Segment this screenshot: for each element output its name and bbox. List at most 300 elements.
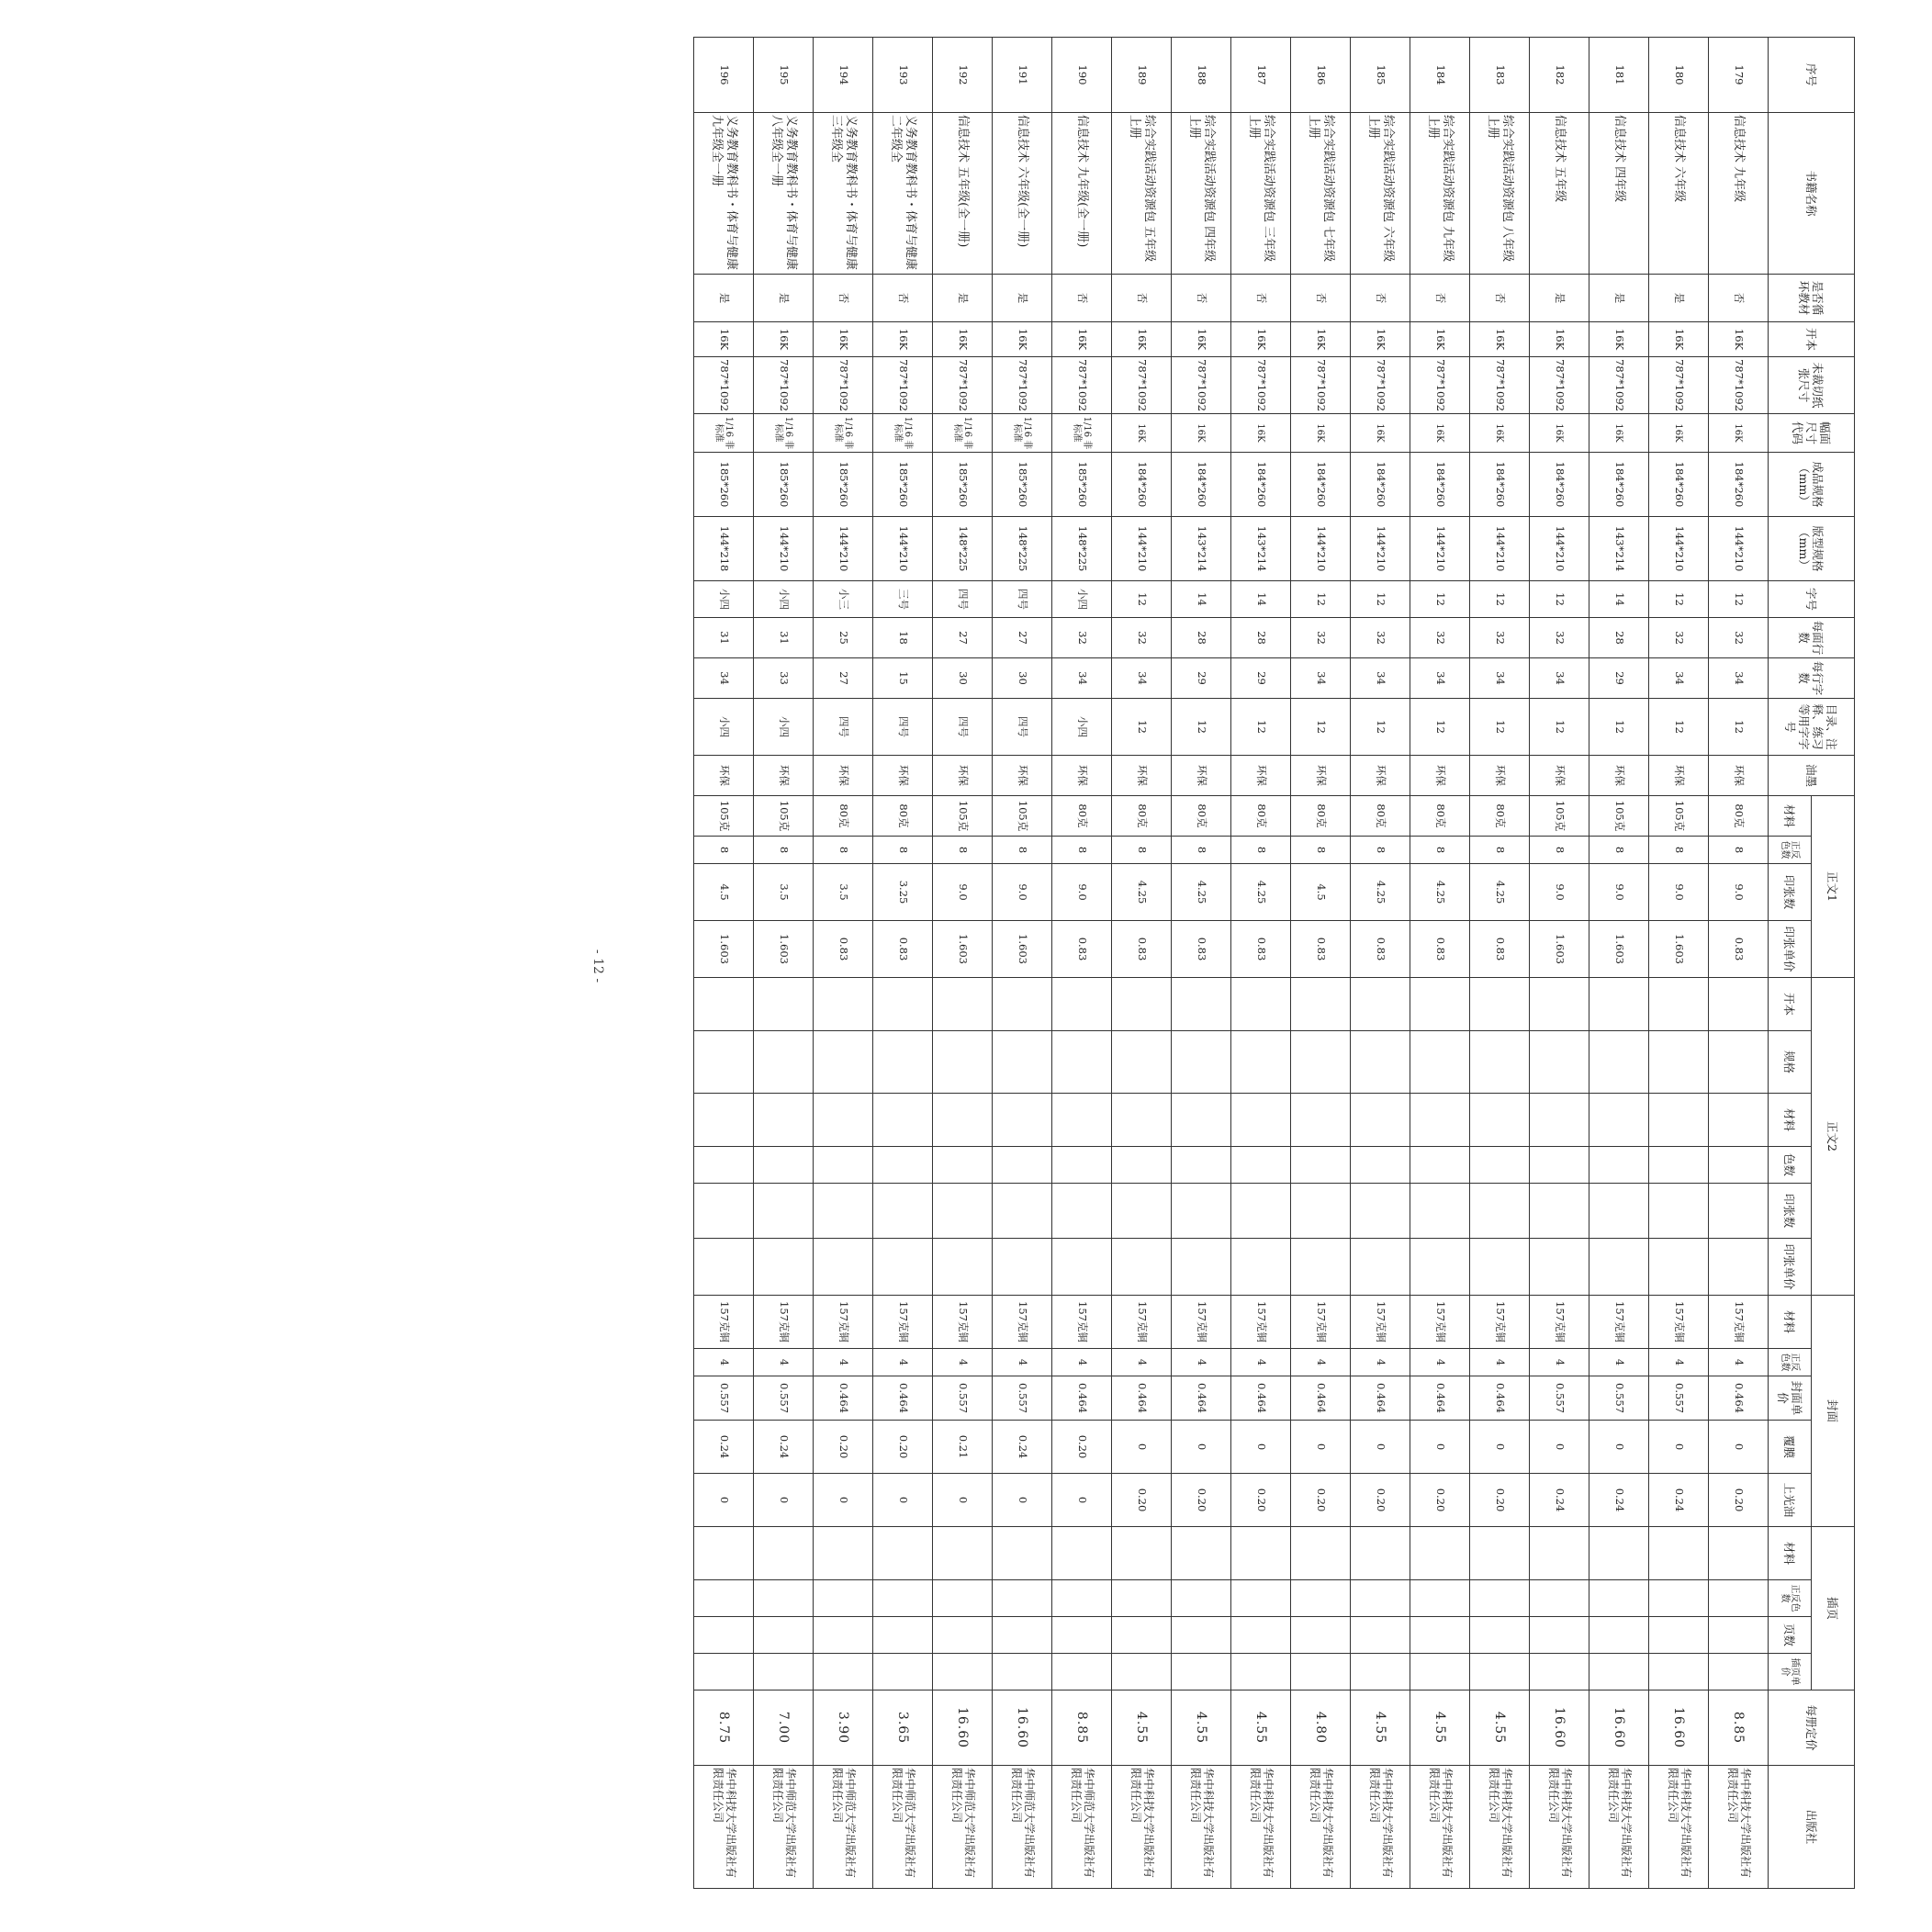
cell-cycle: 否 [1351,275,1410,322]
page-number: - 12 - [590,949,605,983]
cell-code: 1/16 非标准 [814,414,873,453]
col-size-code: 幅面尺寸代码 [1769,414,1855,453]
col-body2-format: 开本 [1769,978,1812,1031]
cell-empty [1112,1527,1172,1580]
cell-chars: 34 [694,658,754,699]
cell-c-mat: 157克铜 [1530,1296,1589,1349]
col-seq: 序号 [1769,38,1855,113]
cell-c-film: 0.24 [754,1421,814,1474]
cell-chars: 34 [1112,658,1172,699]
cell-empty [1530,978,1589,1031]
cell-b1-sheets: 4.5 [694,864,754,921]
cell-empty [933,1147,993,1184]
cell-b1-col: 8 [1351,837,1410,864]
cell-b1-unit: 0.83 [1470,921,1530,978]
cell-name: 综合实践活动资源包 八年级 上册 [1470,113,1530,275]
cell-c-mat: 157克铜 [1410,1296,1470,1349]
cell-ink: 环保 [1291,756,1351,796]
cell-empty [754,1580,814,1617]
cell-price: 7.00 [754,1690,814,1766]
table-row [754,38,814,1889]
cell-lines: 27 [933,618,993,658]
cell-note: 12 [1589,699,1649,756]
cell-c-film: 0.20 [814,1421,873,1474]
col-cover-material: 材料 [1769,1296,1812,1349]
cell-empty [1709,1147,1769,1184]
cell-empty [1709,1617,1769,1654]
cell-empty [1231,978,1291,1031]
cell-paper: 787*1092 [1351,357,1410,414]
cell-empty [993,1527,1052,1580]
cell-empty [694,1617,754,1654]
cell-b1-unit: 1.603 [993,921,1052,978]
cell-paper: 787*1092 [694,357,754,414]
cell-b1-mat: 80克 [1410,796,1470,837]
cell-finished: 184*260 [1470,453,1530,517]
cell-layout: 148*225 [1052,517,1112,581]
cell-layout: 144*210 [1709,517,1769,581]
cell-c-varnish: 0 [1052,1474,1112,1527]
cell-empty [1231,1147,1291,1184]
cell-font: 14 [1172,581,1231,618]
cell-empty [1172,1527,1231,1580]
cell-c-mat: 157克铜 [1589,1296,1649,1349]
cell-lines: 32 [1709,618,1769,658]
cell-empty [1649,1094,1709,1147]
cell-empty [1052,1654,1112,1690]
cell-empty [1530,1527,1589,1580]
table-row [1649,38,1709,1889]
cell-b1-unit: 0.83 [814,921,873,978]
cell-layout: 148*225 [933,517,993,581]
cell-empty [1470,1580,1530,1617]
cell-empty [694,1184,754,1239]
cell-b1-mat: 80克 [1470,796,1530,837]
cell-name: 信息技术 五年级 [1530,113,1589,275]
cell-format: 16K [933,322,993,357]
cell-empty [1351,1094,1410,1147]
cell-b1-col: 8 [754,837,814,864]
cell-c-col: 4 [1709,1349,1769,1376]
cell-b1-unit: 0.83 [1410,921,1470,978]
cell-c-col: 4 [1052,1349,1112,1376]
cell-empty [993,1654,1052,1690]
cell-c-unit: 0.464 [1709,1376,1769,1421]
cell-empty [1410,1184,1470,1239]
cell-finished: 185*260 [873,453,933,517]
cell-pub: 华中科技大学出版社有限责任公司 [1410,1766,1470,1889]
cell-code: 1/16 非标准 [873,414,933,453]
cell-empty [1291,1654,1351,1690]
cell-empty [873,978,933,1031]
col-insert-material: 材料 [1769,1527,1812,1580]
cell-font: 小四 [694,581,754,618]
cell-b1-unit: 1.603 [1649,921,1709,978]
cell-empty [1172,1094,1231,1147]
cell-empty [1410,1031,1470,1094]
cell-empty [754,1527,814,1580]
cell-ink: 环保 [933,756,993,796]
cell-b1-unit: 1.603 [1589,921,1649,978]
cell-c-unit: 0.464 [1052,1376,1112,1421]
cell-b1-col: 8 [873,837,933,864]
cell-cycle: 否 [1709,275,1769,322]
col-paper-size: 未裁切纸张尺寸 [1769,357,1855,414]
cell-empty [1351,978,1410,1031]
cell-finished: 184*260 [1351,453,1410,517]
cell-empty [1231,1617,1291,1654]
cell-b1-mat: 105克 [993,796,1052,837]
cell-layout: 143*214 [1589,517,1649,581]
cell-pub: 华中师范大学出版社有限责任公司 [993,1766,1052,1889]
cell-b1-sheets: 4.5 [1291,864,1351,921]
cell-lines: 32 [1649,618,1709,658]
cell-c-mat: 157克铜 [694,1296,754,1349]
cell-cycle: 否 [1112,275,1172,322]
cell-price: 8.75 [694,1690,754,1766]
cell-note: 12 [1291,699,1351,756]
cell-c-varnish: 0.20 [1172,1474,1231,1527]
cell-c-mat: 157克铜 [1649,1296,1709,1349]
cell-empty [1351,1184,1410,1239]
cell-code: 1/16 非标准 [754,414,814,453]
cell-empty [1112,1094,1172,1147]
cell-chars: 27 [814,658,873,699]
cell-font: 14 [1231,581,1291,618]
cell-c-varnish: 0.20 [1709,1474,1769,1527]
cell-c-film: 0 [1589,1421,1649,1474]
cell-ink: 环保 [993,756,1052,796]
cell-empty [933,1239,993,1296]
cell-empty [873,1184,933,1239]
cell-price: 16.60 [993,1690,1052,1766]
cell-paper: 787*1092 [873,357,933,414]
cell-name: 信息技术 六年级(全一册) [993,113,1052,275]
cell-chars: 30 [933,658,993,699]
cell-format: 16K [1709,322,1769,357]
cell-font: 小三 [814,581,873,618]
cell-empty [1351,1147,1410,1184]
cell-paper: 787*1092 [1291,357,1351,414]
cell-font: 14 [1589,581,1649,618]
cell-b1-sheets: 4.25 [1351,864,1410,921]
cell-empty [694,1654,754,1690]
cell-paper: 787*1092 [1709,357,1769,414]
table-row [933,38,993,1889]
cell-b1-mat: 80克 [1351,796,1410,837]
cell-empty [1172,1617,1231,1654]
cell-empty [694,1239,754,1296]
cell-c-mat: 157克铜 [873,1296,933,1349]
cell-empty [1589,1184,1649,1239]
cell-empty [754,1184,814,1239]
cell-empty [1530,1147,1589,1184]
cell-seq: 181 [1589,38,1649,113]
cell-c-unit: 0.464 [1410,1376,1470,1421]
textbook-spec-table [693,37,1855,1889]
cell-c-unit: 0.557 [754,1376,814,1421]
cell-empty [1530,1094,1589,1147]
table-row [1410,38,1470,1889]
cell-lines: 31 [754,618,814,658]
cell-font: 12 [1709,581,1769,618]
cell-ink: 环保 [694,756,754,796]
cell-c-mat: 157克铜 [814,1296,873,1349]
cell-c-mat: 157克铜 [1231,1296,1291,1349]
cell-c-varnish: 0.20 [1351,1474,1410,1527]
cell-b1-unit: 0.83 [1709,921,1769,978]
cell-empty [1172,1147,1231,1184]
cell-pub: 华中科技大学出版社有限责任公司 [1589,1766,1649,1889]
cell-c-varnish: 0.24 [1530,1474,1589,1527]
cell-code: 16K [1291,414,1351,453]
cell-paper: 787*1092 [1112,357,1172,414]
cell-b1-col: 8 [1470,837,1530,864]
cell-c-col: 4 [754,1349,814,1376]
col-ink: 油墨 [1769,756,1855,796]
cell-b1-mat: 80克 [1052,796,1112,837]
cell-empty [1649,1617,1709,1654]
cell-empty [694,1094,754,1147]
cell-c-film: 0.21 [933,1421,993,1474]
cell-empty [1291,1239,1351,1296]
cell-format: 16K [814,322,873,357]
cell-pub: 华中科技大学出版社有限责任公司 [1470,1766,1530,1889]
cell-font: 三号 [873,581,933,618]
cell-c-varnish: 0 [873,1474,933,1527]
cell-chars: 34 [1351,658,1410,699]
cell-c-varnish: 0 [754,1474,814,1527]
cell-empty [1291,1617,1351,1654]
cell-empty [1231,1094,1291,1147]
cell-font: 12 [1291,581,1351,618]
cell-b1-col: 8 [814,837,873,864]
cell-c-film: 0.20 [873,1421,933,1474]
cell-c-unit: 0.464 [1351,1376,1410,1421]
cell-empty [1291,978,1351,1031]
cell-layout: 144*210 [873,517,933,581]
cell-c-film: 0 [1351,1421,1410,1474]
cell-b1-unit: 0.83 [1231,921,1291,978]
cell-c-unit: 0.464 [1231,1376,1291,1421]
cell-ink: 环保 [1649,756,1709,796]
cell-pub: 华中科技大学出版社有限责任公司 [1709,1766,1769,1889]
cell-c-varnish: 0 [933,1474,993,1527]
cell-c-col: 4 [1530,1349,1589,1376]
cell-paper: 787*1092 [1410,357,1470,414]
cell-empty [1589,1031,1649,1094]
cell-c-unit: 0.557 [1530,1376,1589,1421]
table-row [993,38,1052,1889]
cell-empty [1231,1654,1291,1690]
cell-empty [1052,1147,1112,1184]
cell-empty [1410,978,1470,1031]
cell-empty [1709,1654,1769,1690]
cell-empty [1410,1147,1470,1184]
cell-cycle: 是 [993,275,1052,322]
cell-finished: 184*260 [1649,453,1709,517]
cell-price: 3.90 [814,1690,873,1766]
cell-finished: 185*260 [694,453,754,517]
cell-ink: 环保 [873,756,933,796]
cell-seq: 193 [873,38,933,113]
col-finished-size: 成品规格（mm） [1769,453,1855,517]
cell-c-unit: 0.557 [993,1376,1052,1421]
cell-note: 小四 [694,699,754,756]
cell-empty [933,978,993,1031]
cell-name: 综合实践活动资源包 九年级 上册 [1410,113,1470,275]
cell-empty [993,1031,1052,1094]
cell-format: 16K [1589,322,1649,357]
cell-empty [1589,1654,1649,1690]
cell-c-col: 4 [993,1349,1052,1376]
col-body2-material: 材料 [1769,1094,1812,1147]
cell-c-mat: 157克铜 [993,1296,1052,1349]
cell-code: 1/16 非标准 [1052,414,1112,453]
cell-lines: 18 [873,618,933,658]
cell-font: 12 [1470,581,1530,618]
cell-empty [694,1147,754,1184]
table-body [694,38,1769,1889]
cell-b1-mat: 80克 [1172,796,1231,837]
table-row [814,38,873,1889]
cell-price: 4.55 [1112,1690,1172,1766]
cell-c-mat: 157克铜 [1291,1296,1351,1349]
cell-lines: 31 [694,618,754,658]
cell-empty [993,978,1052,1031]
cell-name: 信息技术 四年级 [1589,113,1649,275]
cell-c-varnish: 0.20 [1470,1474,1530,1527]
cell-empty [1351,1580,1410,1617]
cell-empty [814,1184,873,1239]
cell-b1-unit: 0.83 [1172,921,1231,978]
cell-code: 16K [1470,414,1530,453]
cell-price: 4.80 [1291,1690,1351,1766]
cell-code: 16K [1649,414,1709,453]
cell-finished: 184*260 [1172,453,1231,517]
cell-empty [933,1184,993,1239]
cell-paper: 787*1092 [1470,357,1530,414]
cell-code: 1/16 非标准 [694,414,754,453]
cell-empty [1172,1580,1231,1617]
cell-seq: 179 [1709,38,1769,113]
cell-b1-mat: 105克 [933,796,993,837]
cell-cycle: 是 [933,275,993,322]
cell-c-col: 4 [933,1349,993,1376]
cell-b1-unit: 0.83 [1351,921,1410,978]
cell-b1-mat: 80克 [873,796,933,837]
cell-empty [694,978,754,1031]
cell-lines: 25 [814,618,873,658]
cell-ink: 环保 [1052,756,1112,796]
cell-format: 16K [1530,322,1589,357]
cell-b1-mat: 80克 [1709,796,1769,837]
cell-ink: 环保 [1172,756,1231,796]
cell-lines: 28 [1231,618,1291,658]
cell-seq: 183 [1470,38,1530,113]
cell-format: 16K [1470,322,1530,357]
cell-seq: 195 [754,38,814,113]
cell-code: 16K [1530,414,1589,453]
col-chars: 每行字数 [1769,658,1855,699]
cell-pub: 华中科技大学出版社有限责任公司 [1649,1766,1709,1889]
cell-pub: 华中师范大学出版社有限责任公司 [754,1766,814,1889]
cell-name: 义务教育教科书・体育与健康 九年级全一册 [694,113,754,275]
col-body2-unit: 印张单价 [1769,1239,1812,1296]
table-row [1530,38,1589,1889]
cell-empty [1052,1184,1112,1239]
cell-empty [873,1031,933,1094]
cell-empty [1172,978,1231,1031]
cell-ink: 环保 [1470,756,1530,796]
cell-empty [1649,1184,1709,1239]
cell-b1-sheets: 9.0 [1052,864,1112,921]
cell-name: 信息技术 九年级 [1709,113,1769,275]
cell-c-unit: 0.464 [1112,1376,1172,1421]
cell-chars: 34 [1470,658,1530,699]
cell-empty [933,1527,993,1580]
cell-c-unit: 0.464 [1172,1376,1231,1421]
cell-empty [1470,1527,1530,1580]
cell-code: 16K [1172,414,1231,453]
cell-empty [1649,1239,1709,1296]
cell-empty [1530,1654,1589,1690]
cell-finished: 185*260 [814,453,873,517]
cell-layout: 144*218 [694,517,754,581]
cell-c-col: 4 [1172,1349,1231,1376]
cell-layout: 144*210 [814,517,873,581]
cell-c-film: 0 [1172,1421,1231,1474]
cell-empty [1291,1147,1351,1184]
cell-chars: 34 [1052,658,1112,699]
cell-cycle: 是 [1649,275,1709,322]
cell-format: 16K [1351,322,1410,357]
cell-b1-col: 8 [694,837,754,864]
cell-b1-unit: 0.83 [1112,921,1172,978]
cell-price: 4.55 [1351,1690,1410,1766]
header-row-1 [1812,38,1855,1889]
cell-empty [1470,1654,1530,1690]
cell-b1-col: 8 [1291,837,1351,864]
cell-b1-unit: 1.603 [754,921,814,978]
table-row [1470,38,1530,1889]
cell-seq: 191 [993,38,1052,113]
cell-price: 16.60 [1530,1690,1589,1766]
cell-empty [1589,978,1649,1031]
cell-c-mat: 157克铜 [1470,1296,1530,1349]
cell-lines: 32 [1530,618,1589,658]
cell-pub: 华中科技大学出版社有限责任公司 [1530,1766,1589,1889]
cell-b1-mat: 80克 [1291,796,1351,837]
cell-b1-sheets: 9.0 [1589,864,1649,921]
cell-empty [1052,978,1112,1031]
cell-cycle: 是 [1589,275,1649,322]
cell-empty [933,1094,993,1147]
cell-cycle: 否 [814,275,873,322]
cell-empty [1052,1527,1112,1580]
cell-b1-unit: 1.603 [694,921,754,978]
cell-cycle: 是 [694,275,754,322]
cell-empty [1530,1580,1589,1617]
cell-finished: 184*260 [1231,453,1291,517]
cell-empty [1410,1654,1470,1690]
cell-seq: 194 [814,38,873,113]
cell-empty [1231,1580,1291,1617]
cell-b1-col: 8 [933,837,993,864]
cell-b1-sheets: 4.25 [1410,864,1470,921]
cell-name: 信息技术 九年级(全一册) [1052,113,1112,275]
cell-c-col: 4 [1470,1349,1530,1376]
